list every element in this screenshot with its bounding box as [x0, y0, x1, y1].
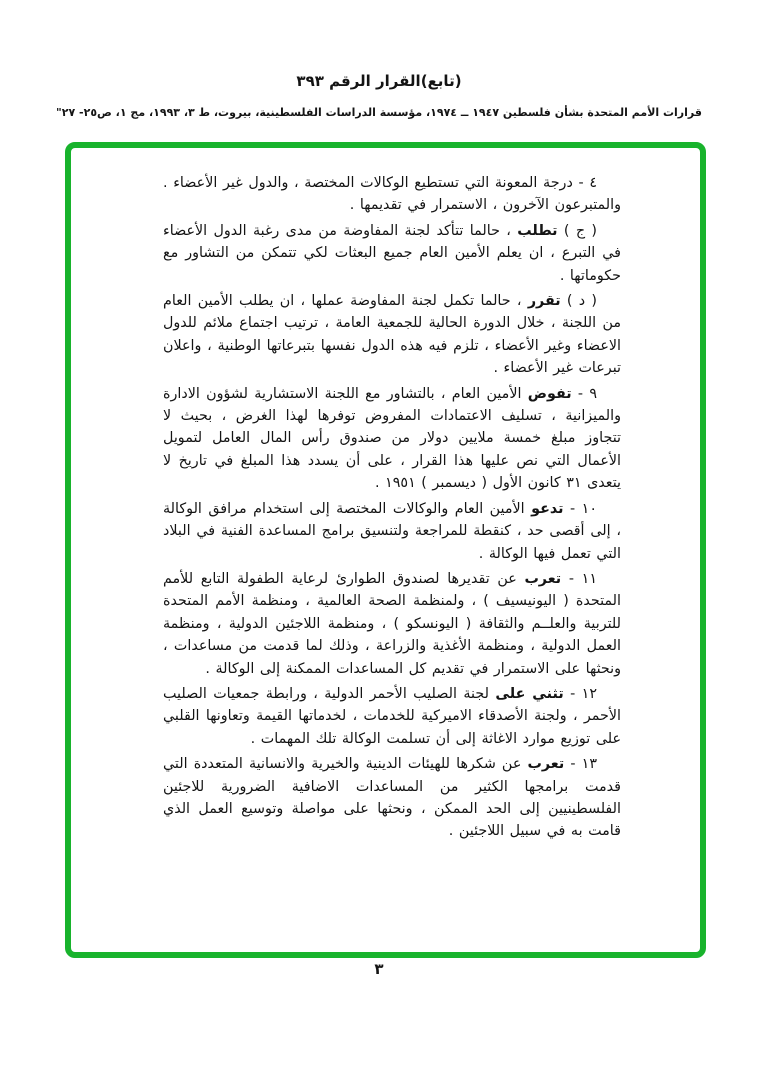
- paragraph-d: [163, 290, 621, 380]
- document-source-citation: قرارات الأمم المتحدة بشأن فلسطين ١٩٤٧ ــ ١٩٧٤، مؤسسة الدراسات الفلسطينية، بيروت، ط ٣، ١٩٩٣، مج ١، ص٢٥- ٢٧": [56, 106, 702, 119]
- paragraph-number: ١٣ -: [570, 756, 597, 773]
- paragraph-lead-word: تقرر: [527, 293, 561, 310]
- resolution-text-body: [163, 172, 621, 846]
- paragraph-number: ( ج ): [563, 222, 597, 239]
- paragraph-number: ( د ): [566, 293, 598, 310]
- paragraph-4: [163, 172, 621, 217]
- paragraph-text: ، حالما تتأكد لجنة المفاوضة من مدى رغبة الدول الأعضاء في التبرع ، ان يعلم الأمين العام جميع البعثات لكي تتمكن من التشاور مع حكوماتها .: [163, 222, 621, 284]
- paragraph-text: درجة المعونة التي تستطيع الوكالات المختصة ، والدول غير الأعضاء . والمتبرعون الآخرون ، الاستمرار في تقديمها .: [163, 175, 621, 214]
- paragraph-text: لجنة الصليب الأحمر الدولية ، ورابطة جمعيات الصليب الأحمر ، ولجنة الأصدقاء الاميركية للخدمات ، لخدماتها القيمة وتعاونها القلبي على توزيع موارد الاغاثة إلى أن تسلمت الوكالة تلك المهمات .: [163, 685, 621, 747]
- paragraph-number: ١٢ -: [570, 685, 598, 702]
- paragraph-lead-word: تعرب: [527, 756, 565, 773]
- paragraph-number: ٩ -: [577, 385, 598, 402]
- paragraph-lead-word: تدعو: [531, 500, 564, 517]
- paragraph-lead-word: تفوض: [527, 385, 572, 402]
- paragraph-lead-word: تثني على: [495, 685, 564, 702]
- document-title: (تابع)القرار الرقم ٣٩٣: [296, 72, 462, 90]
- page-number: ٣: [374, 960, 384, 978]
- paragraph-j: [163, 220, 621, 287]
- paragraph-text: الأمين العام ، بالتشاور مع اللجنة الاستشارية لشؤون الادارة والميزانية ، تسليف الاعتمادات المفروض توفرها لهذا الغرض ، بحيث لا تتجاوز مبلغ خمسة ملايين دولار من صندوق رأس المال العامل لتمويل الأعمال التي نص عليها هذا القرار ، على أن يسدد هذا المبلغ في تاريخ لا يتعدى ٣١ كانون الأول ( ديسمبر ) ١٩٥١ .: [163, 385, 621, 492]
- paragraph-10: [163, 498, 621, 565]
- paragraph-lead-word: تطلب: [517, 222, 558, 239]
- paragraph-text: الأمين العام والوكالات المختصة إلى استخدام مرافق الوكالة ، إلى أقصى حد ، كنقطة للمراجعة ولتنسيق برامج المساعدة الفنية في البلاد التي تعمل فيها الوكالة .: [163, 500, 621, 562]
- paragraph-lead-word: تعرب: [524, 570, 562, 587]
- paragraph-12: [163, 683, 621, 750]
- paragraph-text: ، حالما تكمل لجنة المفاوضة عملها ، ان يطلب الأمين العام من اللجنة ، خلال الدورة الحالية للجمعية العامة ، ترتيب اجتماع ملائم للدول الاعضاء وغير الأعضاء ، تلزم فيه هذه الدول نفسها بتبرعاتها الوطنية ، واعلان تبرعات غير الأعضاء .: [163, 293, 621, 377]
- paragraph-text: عن تقديرها لصندوق الطوارئ لرعاية الطفولة التابع للأمم المتحدة ( اليونيسيف ) ، ولمنظمة الصحة العالمية ، ومنظمة الأمم المتحدة للتربية والعلــم والثقافة ( اليونسكو ) ، ومنظمة اللاجئين الدولية ، ومنظمة العمل الدولية ، ومنظمة الأغذية والزراعة ، وذلك لما قدمت من مساعدات ، ونحثها على الاستمرار في تقديم كل المساعدات الممكنة إلى الوكالة .: [163, 570, 621, 677]
- paragraph-9: [163, 383, 621, 495]
- paragraph-13: [163, 753, 621, 843]
- paragraph-number: ١١ -: [568, 570, 597, 587]
- paragraph-text: عن شكرها للهيئات الدينية والخيرية والانسانية المتعددة التي قدمت برامجها الكثير من المساعدات الاضافية الضرورية للاجئين الفلسطينيين إلى الحد الممكن ، ونحثها على مواصلة وتوسيع العمل الذي قامت به في سبيل اللاجئين .: [163, 756, 621, 840]
- paragraph-number: ١٠ -: [570, 500, 598, 517]
- paragraph-number: ٤ -: [578, 175, 598, 191]
- paragraph-11: [163, 568, 621, 680]
